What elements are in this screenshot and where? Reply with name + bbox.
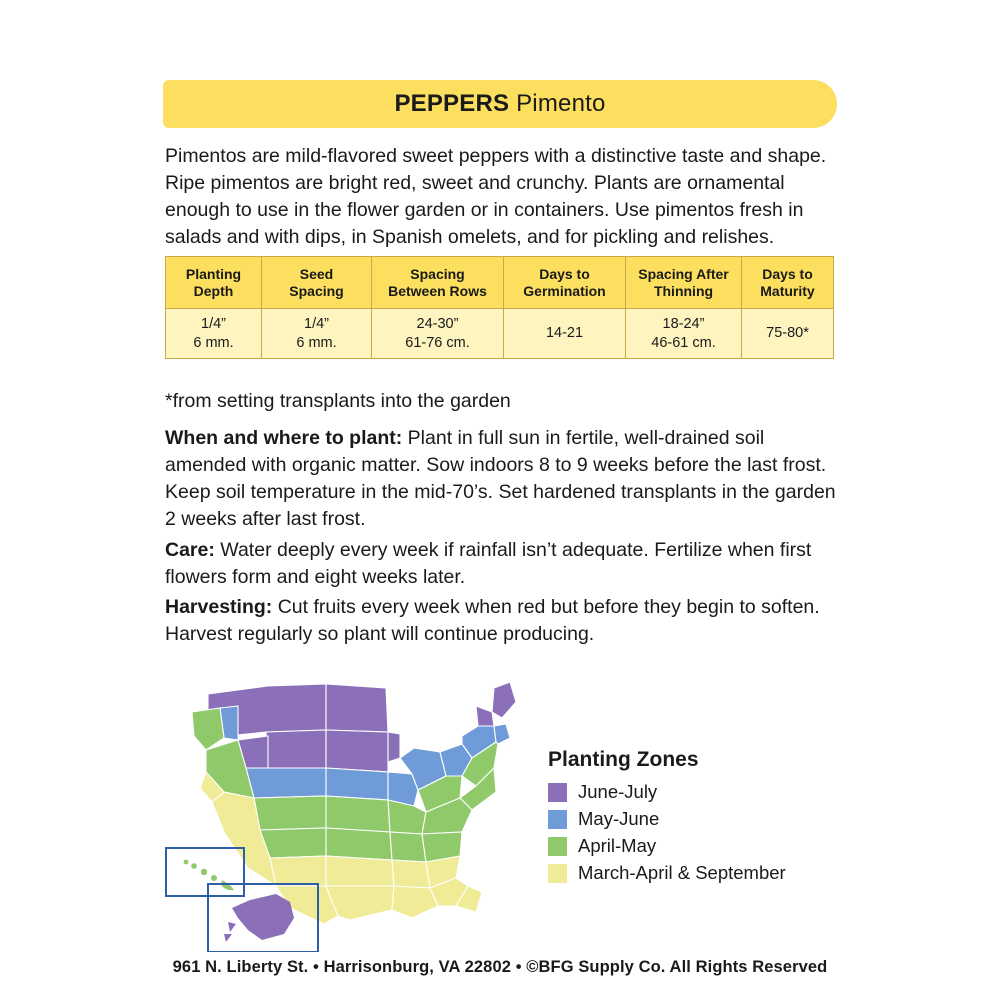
header-line-1: Spacing After: [638, 265, 729, 282]
title-banner: [163, 80, 837, 128]
table-cell: [742, 309, 834, 359]
table-footnote: *from setting transplants into the garden: [165, 390, 511, 412]
zone-march-april-september-region: [392, 860, 430, 888]
zone-april-may-region: [326, 828, 392, 860]
zone-april-may-region: [260, 828, 326, 858]
legend-swatch-june-july: [548, 783, 567, 802]
header-line-1: Spacing: [410, 265, 465, 282]
section-harvesting: [165, 594, 840, 648]
zone-june-july-region: [266, 730, 326, 768]
cell-line-2: 6 mm.: [296, 334, 337, 351]
zone-march-april-september-region: [326, 856, 394, 886]
cell-line-2: 6 mm.: [193, 334, 234, 351]
section-body: Water deeply every week if rainfall isn’t adequate. Fertilize when first flowers form and eight weeks later.: [165, 539, 812, 588]
header-line-2: Thinning: [653, 282, 714, 299]
legend-swatch-april-may: [548, 837, 567, 856]
table-header-cell: [626, 257, 742, 309]
table-header-cell: [262, 257, 372, 309]
zone-april-may-region: [388, 800, 426, 834]
table-cell: [166, 309, 262, 359]
section-heading: Care:: [165, 539, 215, 561]
legend-label: April-May: [578, 835, 657, 856]
legend-label: March-April & September: [578, 862, 786, 883]
table-cell: [262, 309, 372, 359]
section-body: Plant in full sun in fertile, well-drained soil amended with organic matter. Sow indoors 8 to 9 weeks before the last frost. Keep soil temperature in the mid-70’s. Set hardened transplants in the garden 2 weeks after last frost.: [165, 427, 836, 530]
header-line-1: Planting: [185, 265, 242, 282]
cell-line-1: 14-21: [545, 325, 584, 341]
section-care: [165, 537, 840, 591]
header-line-1: Days to: [762, 265, 813, 282]
cell-line-1: 1/4”: [304, 315, 329, 332]
zone-june-july-region: [326, 730, 388, 772]
zone-june-july-region: [492, 682, 516, 718]
cell-line-1: 24-30”: [416, 315, 459, 332]
zone-may-june-region: [246, 768, 326, 798]
zone-june-july-region: [476, 706, 494, 726]
legend-swatch-march-april-september: [548, 864, 567, 883]
section-when-and-where-to-plant: [165, 425, 840, 533]
section-heading: When and where to plant:: [165, 427, 403, 449]
legend-item: [548, 863, 848, 883]
legend-item: [548, 836, 848, 856]
planting-zone-map: [150, 672, 550, 952]
header-line-2: Spacing: [289, 282, 344, 299]
zone-may-june-region: [494, 724, 510, 744]
cell-line-1: 75-80*: [766, 325, 809, 341]
hawaii-inset: [166, 848, 244, 896]
cell-line-1: 18-24”: [662, 315, 705, 332]
table-cell: [372, 309, 504, 359]
table-header-cell: [504, 257, 626, 309]
section-body: Cut fruits every week when red but before they begin to soften. Harvest regularly so plant will continue producing.: [165, 596, 820, 645]
page-title: [394, 90, 605, 118]
planting-data-table: [165, 256, 834, 359]
legend-swatch-may-june: [548, 810, 567, 829]
zone-april-may-region: [254, 796, 326, 830]
header-line-2: Maturity: [760, 282, 815, 299]
footer-address: 961 N. Liberty St. • Harrisonburg, VA 22802 • ©BFG Supply Co. All Rights Reserved: [172, 958, 828, 976]
header-line-2: Depth: [193, 282, 234, 299]
legend-label: May-June: [578, 808, 660, 829]
map-legend: [548, 748, 848, 890]
legend-item: [548, 782, 848, 802]
table-header-cell: [372, 257, 504, 309]
zone-april-may-region: [192, 708, 224, 750]
zone-april-may-region: [326, 796, 390, 832]
table-cell: [504, 309, 626, 359]
legend-title: Planting Zones: [548, 748, 699, 771]
header-line-2: Germination: [523, 282, 606, 299]
legend-item: [548, 809, 848, 829]
zone-june-july-region: [388, 732, 400, 762]
section-heading: Harvesting:: [165, 596, 273, 618]
variety-name: Pimento: [516, 90, 606, 117]
crop-name: PEPPERS: [394, 90, 510, 117]
cell-line-2: 61-76 cm.: [405, 334, 470, 351]
zone-april-may-region: [390, 832, 426, 862]
header-line-1: Days to: [539, 265, 590, 282]
intro-paragraph: Pimentos are mild-flavored sweet peppers with a distinctive taste and shape. Ripe pimentos are bright red, sweet and crunchy. Plants are ornamental enough to use in the flower garden or in containers. Use pimentos fresh in salads and with dips, in Spanish omelets, and for pickling and relishes.: [165, 145, 827, 248]
zone-may-june-region: [326, 768, 388, 800]
zone-june-july-region: [326, 684, 388, 732]
cell-line-1: 1/4”: [201, 315, 226, 332]
zone-march-april-september-region: [270, 856, 326, 886]
table-row: [166, 309, 834, 359]
header-line-2: Between Rows: [388, 282, 487, 299]
table-cell: [626, 309, 742, 359]
table-header-cell: [166, 257, 262, 309]
table-header-row: [166, 257, 834, 309]
table-header-cell: [742, 257, 834, 309]
header-line-1: Seed: [299, 265, 334, 282]
cell-line-2: 46-61 cm.: [651, 334, 716, 351]
legend-label: June-July: [578, 781, 658, 802]
us-map-svg: [150, 672, 550, 952]
